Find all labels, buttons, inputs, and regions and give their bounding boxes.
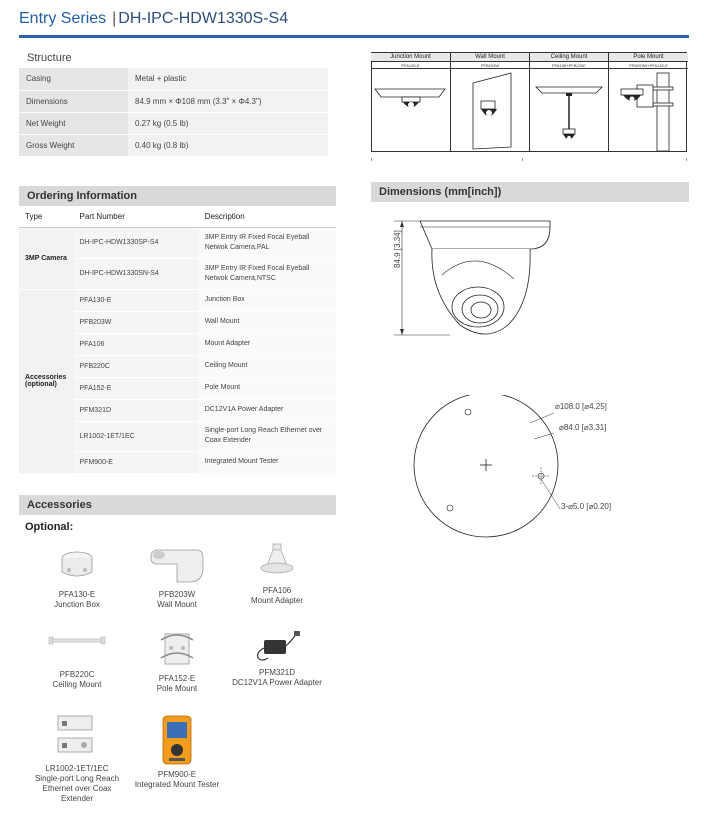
structure-table	[19, 68, 328, 157]
structure-title: Structure	[27, 52, 72, 64]
part-number: PFB203W	[74, 311, 199, 333]
accessory-name: Single-port Long Reach Ethernet over Coax Extender	[34, 774, 120, 803]
column-header-part: Part Number	[74, 207, 199, 227]
description: DC12V1A Power Adapter	[199, 399, 336, 421]
ceiling-mount-icon	[47, 630, 107, 666]
accessory-pole-mount	[132, 630, 222, 694]
mount-adapter-icon	[257, 542, 297, 582]
inner-diameter-label: ⌀84.0 [⌀3.31]	[559, 423, 607, 432]
accessory-name: Ceiling Mount	[52, 680, 102, 689]
wall-mount-illustration	[453, 71, 528, 151]
mount-cell-wall	[450, 53, 529, 151]
spec-key: Dimensions	[19, 90, 128, 112]
accessory-name: Integrated Mount Tester	[134, 780, 220, 789]
description: Pole Mount	[199, 377, 336, 399]
accessory-code: PFM900-E	[157, 770, 197, 779]
mount-label: Pole Mount	[609, 53, 688, 62]
header-rule	[19, 35, 689, 38]
mount-cell-pole	[608, 53, 688, 151]
tick-mark	[371, 158, 372, 161]
part-number: PFA130-E	[74, 289, 199, 311]
part-number: DH-IPC-HDW1330SP-S4	[74, 227, 199, 258]
type-cell-accessories: Accessories (optional)	[19, 289, 74, 473]
part-number: PFA106	[74, 333, 199, 355]
description: Junction Box	[199, 289, 336, 311]
outer-diameter-label: ⌀108.0 [⌀4.25]	[555, 402, 607, 411]
holes-label: 3-⌀5.0 [⌀0.20]	[561, 502, 612, 511]
accessory-code: LR1002-1ET/1EC	[45, 764, 109, 773]
accessory-mount-adapter	[232, 542, 322, 606]
spec-key: Casing	[19, 68, 128, 90]
spec-key: Gross Weight	[19, 134, 128, 156]
column-header-type: Type	[19, 207, 74, 227]
accessory-code: PFM321D	[258, 668, 295, 677]
accessory-junction-box	[32, 546, 122, 610]
part-number: LR1002-1ET/1EC	[74, 421, 199, 451]
accessory-name: Wall Mount	[157, 600, 197, 609]
pole-mount-icon	[157, 630, 197, 670]
table-row	[19, 112, 328, 134]
accessory-ceiling-mount	[32, 630, 122, 690]
mount-cell-junction	[371, 53, 450, 151]
mount-code: PFB203W	[451, 62, 529, 69]
part-number: PFM321D	[74, 399, 199, 421]
part-number: PFM900-E	[74, 451, 199, 473]
table-row	[19, 227, 336, 258]
description: Wall Mount	[199, 311, 336, 333]
ceiling-mount-illustration	[532, 71, 607, 151]
mount-cell-ceiling	[529, 53, 608, 151]
spec-value: Metal + plastic	[128, 68, 328, 90]
series-title: Entry Series	[19, 10, 107, 27]
optional-label: Optional:	[25, 521, 74, 533]
spec-value: 0.27 kg (0.5 lb)	[128, 112, 328, 134]
accessory-name: Junction Box	[54, 600, 100, 609]
accessory-power-adapter	[232, 628, 322, 688]
tick-mark	[686, 158, 687, 161]
accessory-name: DC12V1A Power Adapter	[232, 678, 322, 687]
accessory-tester	[132, 714, 222, 790]
description: 3MP Entry IR Fixed Focal Eyeball Netwok Camera,PAL	[199, 227, 336, 258]
table-row	[19, 90, 328, 112]
description: Ceiling Mount	[199, 355, 336, 377]
accessory-wall-mount	[132, 546, 222, 610]
accessory-code: PFA106	[262, 586, 292, 595]
power-adapter-icon	[252, 628, 302, 664]
description: Mount Adapter	[199, 333, 336, 355]
mount-label: Junction Mount	[371, 53, 450, 62]
accessory-code: PFB203W	[158, 590, 196, 599]
camera-bottom-view	[410, 395, 650, 545]
accessory-code: PFA130-E	[58, 590, 96, 599]
junction-mount-illustration	[373, 71, 448, 151]
spec-value: 84.9 mm × Φ108 mm (3.3" × Φ4.3")	[128, 90, 328, 112]
mount-table	[371, 52, 687, 152]
description: Integrated Mount Tester	[199, 451, 336, 473]
accessory-name: Mount Adapter	[250, 596, 304, 605]
model-title: DH-IPC-HDW1330S-S4	[118, 10, 289, 27]
description: Single-port Long Reach Ethernet over Coax Extender	[199, 421, 336, 451]
tick-mark	[522, 158, 523, 161]
pole-mount-illustration	[611, 71, 686, 151]
junction-box-icon	[57, 546, 97, 586]
table-row	[19, 289, 336, 311]
ordering-table	[19, 207, 336, 474]
mount-code: PFB203W+PFA152-E	[609, 62, 688, 69]
description: 3MP Entry IR Fixed Focal Eyeball Netwok Camera,NTSC	[199, 258, 336, 289]
header-separator: |	[112, 10, 117, 27]
accessory-code: PFA152-E	[158, 674, 196, 683]
part-number: PFA152-E	[74, 377, 199, 399]
table-row	[19, 68, 328, 90]
column-header-desc: Description	[199, 207, 336, 227]
ordering-title: Ordering Information	[19, 186, 336, 206]
mount-code: PFA106+PFB220C	[530, 62, 608, 69]
accessories-title: Accessories	[19, 495, 336, 515]
accessory-extender	[32, 712, 122, 804]
table-header-row	[19, 207, 336, 227]
spec-value: 0.40 kg (0.8 lb)	[128, 134, 328, 156]
dimensions-title: Dimensions (mm[inch])	[371, 182, 689, 202]
accessory-code: PFB220C	[59, 670, 95, 679]
camera-side-view	[390, 215, 570, 340]
part-number: PFB220C	[74, 355, 199, 377]
tester-icon	[159, 714, 195, 766]
mount-label: Wall Mount	[451, 53, 529, 62]
mount-code: PFA130-E	[371, 62, 450, 69]
accessory-name: Pole Mount	[156, 684, 198, 693]
height-dimension-label: 84.9 [3.34]	[393, 230, 402, 268]
extender-icon	[52, 712, 102, 760]
wall-mount-icon	[147, 546, 207, 586]
part-number: DH-IPC-HDW1330SN-S4	[74, 258, 199, 289]
type-cell-camera: 3MP Camera	[19, 227, 74, 289]
table-row	[19, 134, 328, 156]
spec-key: Net Weight	[19, 112, 128, 134]
mount-label: Ceiling Mount	[530, 53, 608, 62]
page-header	[19, 10, 288, 28]
